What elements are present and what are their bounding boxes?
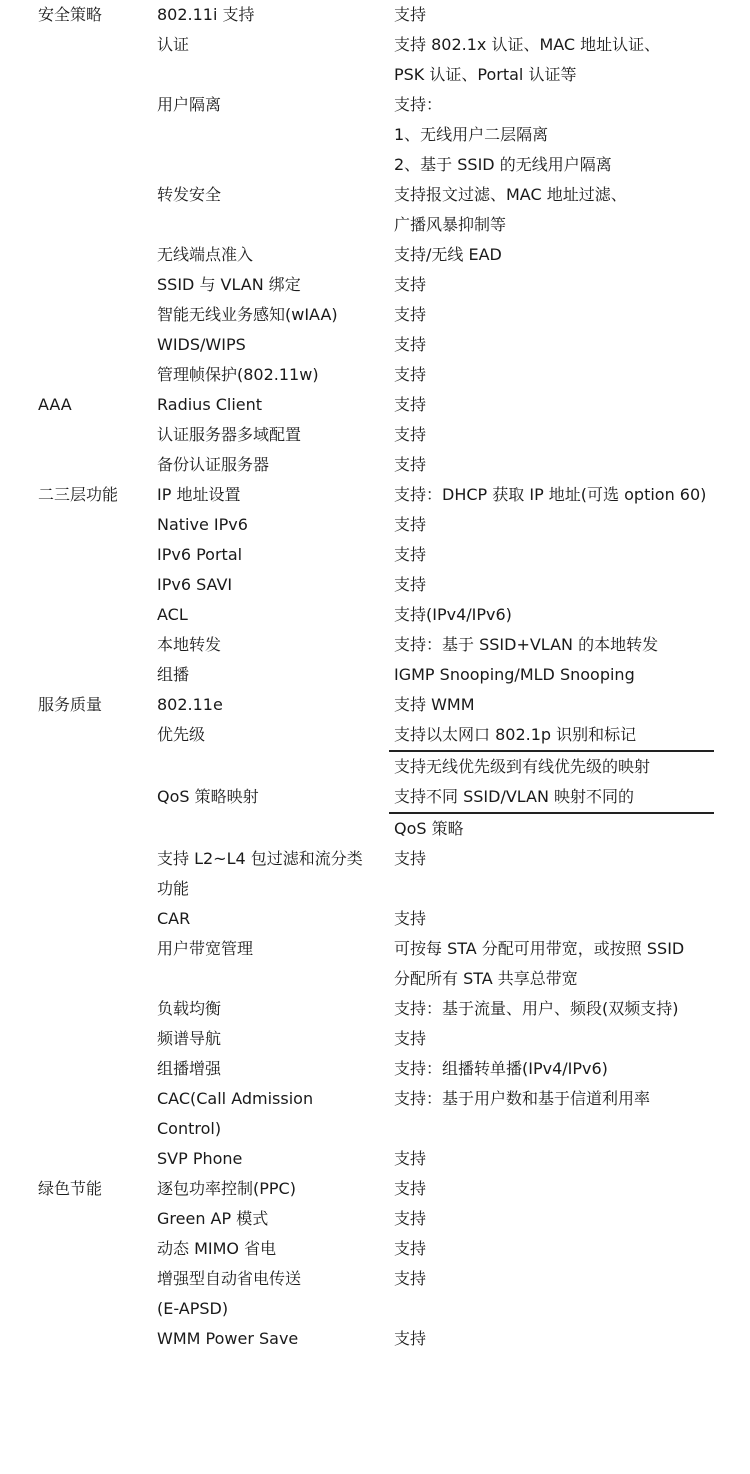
feature-cell: 802.11e [157,695,223,714]
feature-cell: IPv6 Portal [157,545,243,564]
value-cell: 支持 [394,1239,427,1258]
value-cell: 支持 [394,365,427,384]
table-row [33,390,714,420]
value-cell: 支持 802.1x 认证、MAC 地址认证、 PSK 认证、Portal 认证等 [394,35,661,84]
feature-cell: CAR [157,909,191,928]
value-cell: 支持 [394,1269,427,1288]
value-cell: 支持：基于用户数和基于信道利用率 [394,1089,651,1108]
feature-cell: 无线端点准入 [157,245,254,264]
feature-cell: 负载均衡 [157,999,222,1018]
value-cell: IGMP Snooping/MLD Snooping [394,665,635,684]
spec-table [33,0,714,1354]
value-cell: 支持 [394,335,427,354]
feature-cell: Native IPv6 [157,515,248,534]
value-cell: 支持 [394,849,427,868]
category-cell: 绿色节能 [38,1179,103,1198]
value-cell: 支持以太网口 802.1p 识别和标记 [389,720,714,751]
value-cell: 支持 [394,395,427,414]
category-cell: 二三层功能 [38,485,119,504]
value-cell: 支持：组播转单播(IPv4/IPv6) [394,1059,608,1078]
table-row [33,1174,714,1204]
feature-cell: 支持 L2~L4 包过滤和流分类 功能 [157,849,363,898]
feature-cell: CAC(Call Admission Control) [157,1089,314,1138]
value-cell: 支持 [394,1149,427,1168]
feature-cell: Radius Client [157,395,263,414]
value-cell: 支持报文过滤、MAC 地址过滤、 广播风暴抑制等 [394,185,627,234]
value-cell: 可按每 STA 分配可用带宽，或按照 SSID 分配所有 STA 共享总带宽 [394,939,685,988]
feature-cell: IP 地址设置 [157,485,241,504]
value-cell: 支持 [394,575,427,594]
value-cell: 支持 WMM [394,695,475,714]
value-cell: 支持 [394,1029,427,1048]
feature-cell: Green AP 模式 [157,1209,269,1228]
value-cell: 支持：DHCP 获取 IP 地址(可选 option 60) [394,485,707,504]
category-cell: AAA [38,395,72,414]
feature-cell: 逐包功率控制(PPC) [157,1179,296,1198]
feature-cell: 认证服务器多域配置 [157,425,302,444]
feature-cell: 管理帧保护(802.11w) [157,365,319,384]
feature-cell: 动态 MIMO 省电 [157,1239,277,1258]
value-cell: QoS 策略 [394,819,464,838]
value-cell: 支持 [394,515,427,534]
table-row [33,0,714,30]
feature-cell: 备份认证服务器 [157,455,270,474]
table-row [33,480,714,510]
feature-cell: 转发安全 [157,185,222,204]
value-cell: 支持无线优先级到有线优先级的映射 [394,757,651,776]
value-cell: 支持： 1、无线用户二层隔离 2、基于 SSID 的无线用户隔离 [394,95,612,174]
feature-cell: SVP Phone [157,1149,243,1168]
value-cell: 支持/无线 EAD [394,245,502,264]
feature-cell: 用户带宽管理 [157,939,254,958]
table-row [33,690,714,720]
value-cell: 支持 [394,1209,427,1228]
value-cell: 支持 [394,1329,427,1348]
value-cell: 支持 [394,5,427,24]
feature-cell: ACL [157,605,188,624]
feature-cell: 优先级 [157,725,206,744]
feature-cell: 组播增强 [157,1059,222,1078]
feature-cell: 用户隔离 [157,95,222,114]
category-cell: 安全策略 [38,5,103,24]
feature-cell: SSID 与 VLAN 绑定 [157,275,301,294]
category-cell: 服务质量 [38,695,103,714]
feature-cell: 频谱导航 [157,1029,222,1048]
value-cell: 支持 [394,909,427,928]
feature-cell: 802.11i 支持 [157,5,255,24]
feature-cell: 增强型自动省电传送 (E-APSD) [157,1269,302,1318]
spec-table-body [33,0,714,1354]
value-cell: 支持(IPv4/IPv6) [394,605,512,624]
value-cell: 支持 [394,425,427,444]
value-cell: 支持 [394,305,427,324]
value-cell: 支持不同 SSID/VLAN 映射不同的 [389,782,714,813]
value-cell: 支持 [394,1179,427,1198]
value-cell: 支持 [394,545,427,564]
feature-cell: QoS 策略映射 [157,787,259,806]
feature-cell: WMM Power Save [157,1329,299,1348]
value-cell: 支持 [394,455,427,474]
value-cell: 支持 [394,275,427,294]
feature-cell: 认证 [157,35,190,54]
feature-cell: 本地转发 [157,635,222,654]
feature-cell: 组播 [157,665,190,684]
feature-cell: WIDS/WIPS [157,335,246,354]
value-cell: 支持：基于 SSID+VLAN 的本地转发 [394,635,659,654]
value-cell: 支持：基于流量、用户、频段(双频支持) [394,999,679,1018]
feature-cell: IPv6 SAVI [157,575,233,594]
feature-cell: 智能无线业务感知(wIAA) [157,305,338,324]
